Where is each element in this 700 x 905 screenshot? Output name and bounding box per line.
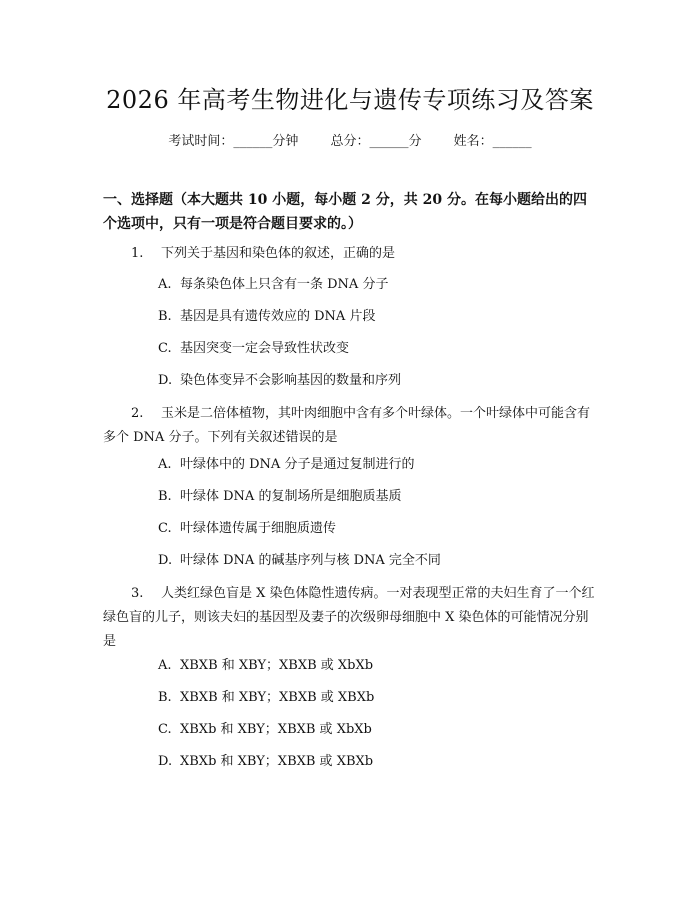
option-label: A. — [158, 457, 172, 472]
option-label: C. — [158, 521, 172, 536]
question-text: 下列关于基因和染色体的叙述，正确的是 — [161, 246, 396, 261]
total-score-field: 总分：______分 — [330, 134, 422, 149]
question-2-option-d — [158, 551, 598, 571]
option-label: A. — [158, 277, 172, 292]
question-number: 1. — [131, 246, 144, 261]
option-text: XBXB 和 XBY；XBXB 或 XBXb — [180, 690, 375, 705]
question-2-option-c — [158, 519, 598, 539]
name-field: 姓名：______ — [453, 134, 532, 149]
question-1-option-a — [158, 275, 598, 295]
option-label: D. — [158, 553, 173, 568]
question-3 — [103, 582, 599, 654]
option-text: XBXb 和 XBY；XBXB 或 XBXb — [180, 754, 374, 769]
option-text: 每条染色体上只含有一条 DNA 分子 — [180, 277, 389, 292]
question-2 — [103, 402, 599, 450]
option-label: B. — [158, 690, 172, 705]
option-label: A. — [158, 658, 172, 673]
option-text: 基因是具有遗传效应的 DNA 片段 — [180, 309, 376, 324]
question-1-option-d — [158, 371, 598, 391]
option-label: D. — [158, 754, 173, 769]
option-text: 叶绿体遗传属于细胞质遗传 — [180, 521, 337, 536]
document-title: 2026 年高考生物进化与遗传专项练习及答案 — [106, 86, 594, 114]
question-1-option-c — [158, 339, 598, 359]
question-2-option-a — [158, 455, 598, 475]
option-label: D. — [158, 373, 173, 388]
option-text: XBXb 和 XBY；XBXB 或 XbXb — [180, 722, 372, 737]
option-text: XBXB 和 XBY；XBXB 或 XbXb — [180, 658, 374, 673]
option-label: C. — [158, 341, 172, 356]
exam-meta — [0, 130, 700, 149]
option-text: 基因突变一定会导致性状改变 — [180, 341, 350, 356]
question-1 — [103, 242, 599, 266]
option-text: 叶绿体 DNA 的复制场所是细胞质基质 — [180, 489, 402, 504]
question-text: 人类红绿色盲是 X 染色体隐性遗传病。一对表现型正常的夫妇生育了一个红绿色盲的儿子，则该夫妇的基因型及妻子的次级卵母细胞中 X 染色体的可能情况分别是 — [103, 586, 595, 649]
question-number: 3. — [131, 586, 144, 601]
option-text: 叶绿体中的 DNA 分子是通过复制进行的 — [180, 457, 415, 472]
question-2-option-b — [158, 487, 598, 507]
question-3-option-c — [158, 720, 598, 740]
question-number: 2. — [131, 406, 144, 421]
question-1-option-b — [158, 307, 598, 327]
option-label: B. — [158, 489, 172, 504]
question-3-option-d — [158, 752, 598, 772]
option-label: B. — [158, 309, 172, 324]
question-3-option-b — [158, 688, 598, 708]
option-text: 叶绿体 DNA 的碱基序列与核 DNA 完全不同 — [180, 553, 441, 568]
exam-time-field: 考试时间：______分钟 — [168, 134, 299, 149]
option-label: C. — [158, 722, 172, 737]
section-heading: 一、选择题（本大题共 10 小题，每小题 2 分，共 20 分。在每小题给出的四个选项中，只有一项是符合题目要求的。） — [103, 192, 587, 232]
question-3-option-a — [158, 656, 598, 676]
question-text: 玉米是二倍体植物，其叶肉细胞中含有多个叶绿体。一个叶绿体中可能含有多个 DNA 分子。下列有关叙述错误的是 — [103, 406, 591, 445]
option-text: 染色体变异不会影响基因的数量和序列 — [180, 373, 402, 388]
